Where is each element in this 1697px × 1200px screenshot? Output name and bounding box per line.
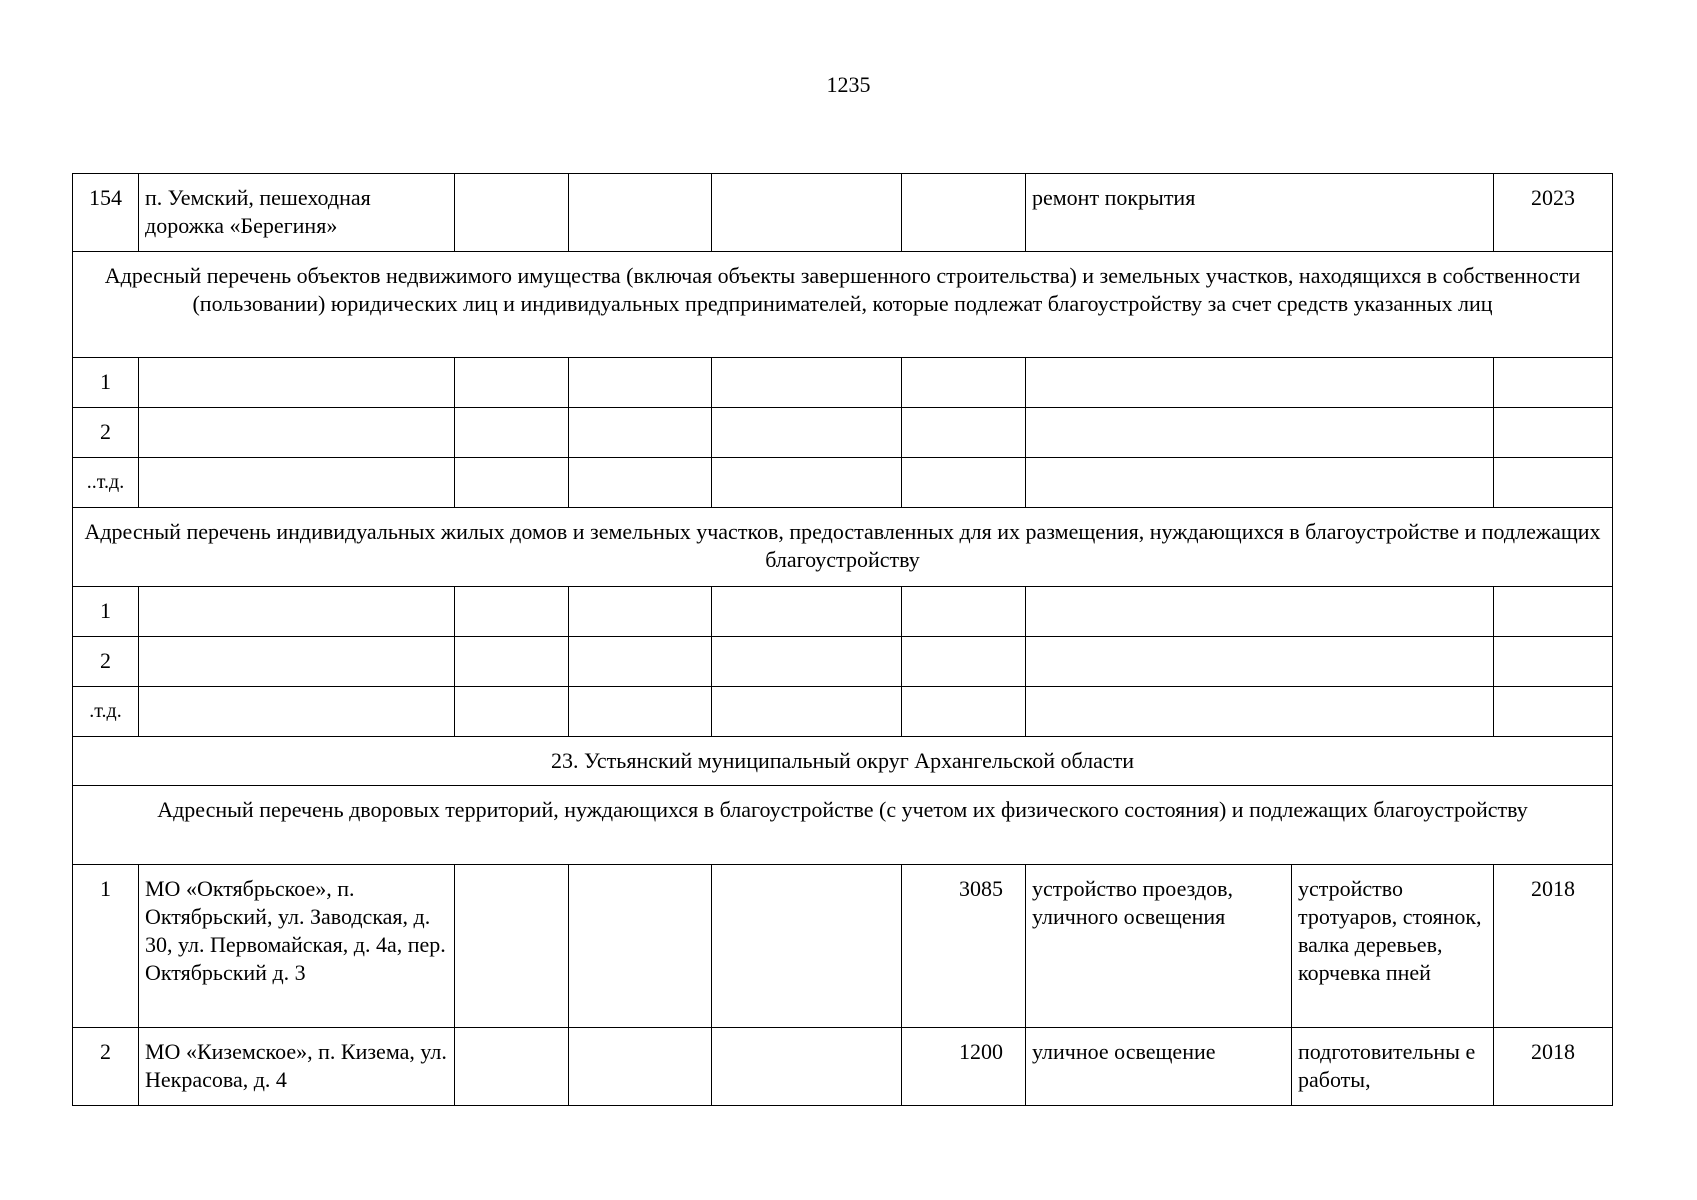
row-number: 2 — [73, 1028, 139, 1106]
empty-cell — [1026, 587, 1494, 637]
table-row — [73, 865, 1613, 1028]
empty-cell — [569, 1028, 712, 1106]
empty-cell — [1494, 587, 1613, 637]
empty-cell — [712, 174, 902, 252]
empty-cell — [455, 865, 569, 1028]
empty-cell — [139, 637, 455, 687]
empty-cell — [712, 865, 902, 1028]
empty-cell — [902, 587, 1026, 637]
section-header-row — [73, 786, 1613, 865]
empty-cell — [455, 687, 569, 737]
empty-cell — [902, 637, 1026, 687]
year-cell: 2023 — [1494, 174, 1613, 252]
empty-cell — [139, 408, 455, 458]
row-number: 1 — [73, 865, 139, 1028]
empty-cell — [569, 408, 712, 458]
section-header-row — [73, 508, 1613, 587]
year-cell: 2018 — [1494, 1028, 1613, 1106]
empty-cell — [455, 1028, 569, 1106]
empty-cell — [139, 458, 455, 508]
table-row — [73, 358, 1613, 408]
empty-cell — [902, 408, 1026, 458]
empty-cell — [902, 358, 1026, 408]
table-row — [73, 687, 1613, 737]
empty-cell — [1494, 358, 1613, 408]
row-number: ..т.д. — [73, 458, 139, 508]
empty-cell — [1494, 408, 1613, 458]
section-title-commercial: Адресный перечень объектов недвижимого имущества (включая объекты завершенного строительства) и земельных участков, находящихся в собственности (пользовании) юридических лиц и индивидуальных предпринимателей, которые подлежат благоустройству за счет средств указанных лиц — [73, 252, 1613, 358]
work-cell: ремонт покрытия — [1026, 174, 1494, 252]
table-row — [73, 587, 1613, 637]
empty-cell — [455, 587, 569, 637]
row-number: 154 — [73, 174, 139, 252]
work-main-cell: устройство проездов, уличного освещения — [1026, 865, 1292, 1028]
empty-cell — [569, 687, 712, 737]
empty-cell — [455, 174, 569, 252]
work-main-cell: уличное освещение — [1026, 1028, 1292, 1106]
empty-cell — [712, 458, 902, 508]
empty-cell — [1494, 458, 1613, 508]
area-cell: 1200 — [902, 1028, 1026, 1106]
page-number: 1235 — [826, 72, 871, 97]
empty-cell — [1026, 637, 1494, 687]
work-extra-cell: устройство тротуаров, стоянок, валка деревьев, корчевка пней — [1292, 865, 1494, 1028]
empty-cell — [712, 687, 902, 737]
empty-cell — [569, 637, 712, 687]
empty-cell — [712, 587, 902, 637]
section-title-houses: Адресный перечень индивидуальных жилых домов и земельных участков, предоставленных для их размещения, нуждающихся в благоустройстве и подлежащих благоустройству — [73, 508, 1613, 587]
empty-cell — [1026, 687, 1494, 737]
empty-cell — [569, 174, 712, 252]
work-extra-cell: подготовительны е работы, — [1292, 1028, 1494, 1106]
empty-cell — [455, 408, 569, 458]
empty-cell — [1494, 687, 1613, 737]
empty-cell — [902, 174, 1026, 252]
area-cell: 3085 — [902, 865, 1026, 1028]
table-row — [73, 458, 1613, 508]
empty-cell — [569, 865, 712, 1028]
empty-cell — [1026, 458, 1494, 508]
empty-cell — [712, 1028, 902, 1106]
empty-cell — [712, 358, 902, 408]
row-number: 1 — [73, 358, 139, 408]
section-header-row — [73, 252, 1613, 358]
section-title-yards: Адресный перечень дворовых территорий, нуждающихся в благоустройстве (с учетом их физического состояния) и подлежащих благоустройству — [73, 786, 1613, 865]
table-row — [73, 174, 1613, 252]
address-cell: МО «Октябрьское», п. Октябрьский, ул. Заводская, д. 30, ул. Первомайская, д. 4а, пер. Октябрьский д. 3 — [139, 865, 455, 1028]
empty-cell — [712, 408, 902, 458]
empty-cell — [139, 587, 455, 637]
empty-cell — [455, 358, 569, 408]
empty-cell — [1026, 358, 1494, 408]
district-title: 23. Устьянский муниципальный округ Архангельской области — [73, 737, 1613, 786]
empty-cell — [712, 637, 902, 687]
empty-cell — [569, 587, 712, 637]
table-row — [73, 1028, 1613, 1106]
table-row — [73, 637, 1613, 687]
year-cell: 2018 — [1494, 865, 1613, 1028]
empty-cell — [139, 358, 455, 408]
empty-cell — [139, 687, 455, 737]
address-cell: п. Уемский, пешеходная дорожка «Берегиня» — [139, 174, 455, 252]
district-header-row — [73, 737, 1613, 786]
empty-cell — [455, 458, 569, 508]
empty-cell — [569, 358, 712, 408]
address-list-table — [72, 173, 1613, 1106]
empty-cell — [455, 637, 569, 687]
empty-cell — [902, 458, 1026, 508]
table-row — [73, 408, 1613, 458]
empty-cell — [1026, 408, 1494, 458]
row-number: 1 — [73, 587, 139, 637]
row-number: 2 — [73, 408, 139, 458]
address-cell: МО «Киземское», п. Кизема, ул. Некрасова, д. 4 — [139, 1028, 455, 1106]
empty-cell — [902, 687, 1026, 737]
empty-cell — [569, 458, 712, 508]
empty-cell — [1494, 637, 1613, 687]
row-number: 2 — [73, 637, 139, 687]
row-number: .т.д. — [73, 687, 139, 737]
